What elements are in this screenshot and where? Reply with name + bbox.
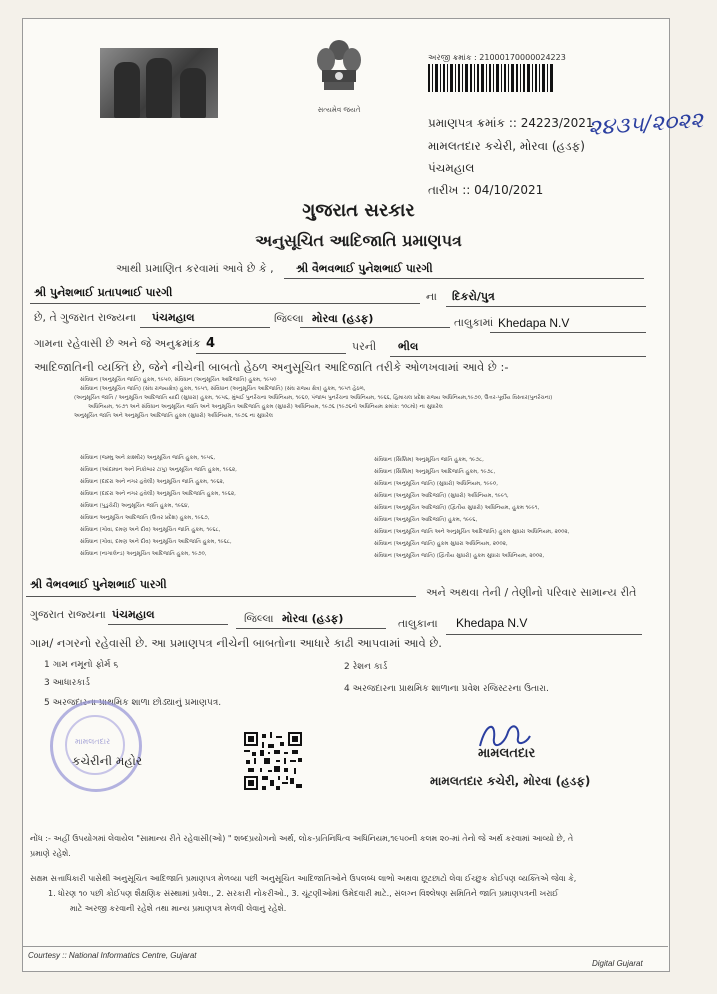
order-line: સંવિધાન અનુસૂચિત આદિજાતિ (ઉત્તર પ્રદેશ) હુકમ, ૧૯૬૭, bbox=[80, 515, 210, 521]
state-emblem-icon bbox=[310, 36, 368, 116]
order-line: સંવિધાન (ગોવા, દમણ અને દીવ) અનુસૂચિત જાતિ હુકમ, ૧૯૬૮, bbox=[80, 527, 221, 533]
order-line: સંવિધાન (સિક્કિમ) અનુસૂચિત જાતિ હુકમ, ૧૯૭૮, bbox=[374, 457, 484, 463]
district-3: પંચમહાલ bbox=[112, 608, 155, 621]
district-2: મોરવા (હડફ) bbox=[312, 312, 374, 325]
seal-ring-text: મામલતદાર bbox=[75, 737, 111, 746]
tribe-name: ભીલ bbox=[398, 340, 419, 353]
state2-prefix: ગુજરાત રાજ્યના bbox=[30, 608, 106, 621]
barcode bbox=[428, 64, 554, 92]
order-line: સંવિધાન (અનુસૂચિત જાતિ અને અનુસૂચિત આદિજાતિ) હુકમ સુધારા અધિનિયમ, ૨૦૦૨, bbox=[374, 529, 570, 535]
relation: દિકરો/પુત્ર bbox=[452, 290, 495, 303]
doc-item: 5 અરજદારના પ્રાથમિક શાળા છોડ્યાનું પ્રમાણપત્ર. bbox=[44, 698, 222, 708]
district-4: મોરવા (હડફ) bbox=[282, 612, 344, 625]
village-prefix: ગામના રહેવાસી છે અને જે અનુક્રમાંક bbox=[34, 337, 201, 350]
applicant-photo bbox=[100, 48, 218, 118]
signatory-office: મામલતદાર કચેરી, મોરવા (હડફ) bbox=[430, 774, 591, 788]
order-line: અધિનિયમ, ૧૯૭૧ અને સંવિધાન અનુસૂચિત જાતિ અને અનુસૂચિત આદિજાતિ હુકમ (સુધારો) અધિનિયમ, ૧૯૭૬ (૧૯૭૬નો અધિનિયમ ક્રમાંક: ૧૦૮મો) ના સુધારેલ bbox=[88, 404, 443, 410]
office-seal bbox=[50, 700, 142, 792]
order-line: સંવિધાન (દાદરા અને નગર હવેલી) અનુસૂચિત જાતિ હુકમ, ૧૯૬૨, bbox=[80, 479, 225, 485]
certificate-title: અનુસૂચિત આદિજાતિ પ્રમાણપત્ર bbox=[255, 231, 462, 250]
order-line: સંવિધાન (જમ્મુ અને કાશ્મીર) અનુસૂચિત જાતિ હુકમ, ૧૯૫૬, bbox=[80, 455, 216, 461]
family-text: અને અથવા તેની / તેણીનો પરિવાર સામાન્ય રીતે bbox=[426, 586, 637, 599]
order-line: સંવિધાન (સિક્કિમ) અનુસૂચિત આદિજાતિ હુકમ, ૧૯૭૮, bbox=[374, 469, 496, 475]
father-name: શ્રી પુનેશભાઈ પ્રતાપભાઈ પારગી bbox=[34, 286, 173, 299]
order-line: સંવિધાન (અનુસૂચિત જાતિ) (સુધારો) અધિનિયમ, ૧૯૯૦, bbox=[374, 481, 498, 487]
government-title: ગુજરાત સરકાર bbox=[302, 200, 415, 221]
doc-item: 2 રેશન કાર્ડ bbox=[344, 662, 388, 672]
note-1b: પ્રમાણે રહેશે. bbox=[30, 849, 71, 858]
cert-no-value: 24223/2021 bbox=[520, 116, 594, 130]
handwritten-number: ૨૪૩૫/૨૦૨૨ bbox=[587, 108, 704, 141]
date-value: 04/10/2021 bbox=[474, 183, 544, 197]
footer-courtesy: Courtesy :: National Informatics Centre, Gujarat bbox=[28, 951, 197, 960]
intro-text: આથી પ્રમાણિત કરવામાં આવે છે કે , bbox=[116, 262, 274, 275]
note-4: માટે અરજી કરવાની રહેશે તથા માન્ય પ્રમાણપત્ર મેળવી લેવાનું રહેશે. bbox=[70, 904, 287, 913]
state-prefix: છે, તે ગુજરાત રાજ્યના bbox=[34, 311, 137, 324]
order-line: સંવિધાન (અનુસૂચિત આદિજાતિ) (દ્વિતીય સુધારો) અધિનિયમ, હુકમ ૧૯૯૧, bbox=[374, 505, 540, 511]
certificate-number-row bbox=[428, 116, 594, 131]
parni-label: પરની bbox=[352, 340, 377, 353]
order-line: (અનુસૂચિત જાતિ / અનુસૂચિત આદિજાતિ યાદી (સુધારા) હુકમ, ૧૯૫૬, મુંબઈ પુનર્રચના અધિનિયમ, ૧૯૬૦, પંજાબ પુનર્રચના અધિનિયમ, ૧૯૬૬, હિમાચલ પ્રદેશ રાજ્ય અધિનિયમ,૧૯૭૦, ઉત્તર-પૂર્વીય વિસ્તાર(પુનર્રચના) bbox=[74, 395, 553, 401]
date-row bbox=[428, 183, 543, 198]
seal-label: કચેરીની મહોર bbox=[72, 754, 143, 768]
emblem-caption: સત્યમેવ જયતે bbox=[317, 106, 361, 114]
note-1: નોંધ :- અહીં ઉપયોગમાં લેવાયેલ "સામાન્ય રીતે રહેવાસી(ઓ) " શબ્દપ્રયોગનો અર્થ, લોક-પ્રતિનિધિત્વ અધિનિયમ,૧૯૫૦ની કલમ ૨૦-માં તેનો જે અર્થ કરવામાં આવ્યો છે, તે bbox=[30, 834, 574, 843]
order-line: સંવિધાન (અનુસૂચિત આદિજાતિ) હુકમ, ૧૯૯૬, bbox=[374, 517, 478, 523]
order-line: સંવિધાન (નાગાલેન્ડ) અનુસૂચિત આદિજાતિ હુકમ, ૧૯૭૦, bbox=[80, 551, 207, 557]
note-3: 1. ધોરણ ૧૦ પછી કોઈપણ શૈક્ષણિક સંસ્થામાં પ્રવેશ., 2. સરકારી નોકરીઓ., 3. ચૂંટણીઓમાં ઉમેદવારી માટે., સંલગ્ન વિશ્લેષણ સમિતિને જાતિ પ્રમાણપત્રની ખરાઈ bbox=[48, 889, 559, 898]
orders-left-column bbox=[80, 452, 237, 560]
order-line: અનુસૂચિત જાતિ અને અનુસૂચિત આદિજાતિ હુકમ (સુધારો) અધિનિયમ, ૧૯૭૬ ના સુધારેલ bbox=[74, 413, 273, 419]
signatory-title: મામલતદાર bbox=[478, 746, 536, 761]
order-line: સંવિધાન (આંદામાન અને નિકોબાર ટાપુ) અનુસૂચિત જાતિ હુકમ, ૧૯૬૨, bbox=[80, 467, 237, 473]
village-name: Khedapa N.V bbox=[498, 316, 570, 330]
person-name-2: શ્રી વૈભવભાઈ પુનેશભાઈ પારગી bbox=[30, 578, 167, 591]
na-label: ના bbox=[426, 290, 437, 303]
district-name: પંચમહાલ bbox=[428, 161, 475, 175]
doc-item: 4 અરજદારના પ્રાથમિક શાળાના પ્રવેશ રજિસ્ટરના ઉતારા. bbox=[344, 684, 549, 694]
date-label: તારીખ :: bbox=[428, 183, 471, 197]
jilla-label: જિલ્લા bbox=[274, 312, 304, 325]
doc-item: 3 આધારકાર્ડ bbox=[44, 678, 90, 688]
cert-no-label: પ્રમાણપત્ર ક્રમાંક :: bbox=[428, 116, 517, 130]
qr-code bbox=[244, 732, 302, 790]
doc-item: 1 ગામ નમૂનો ફોર્મ ૬ bbox=[44, 660, 119, 670]
resident-text: ગામ/ નગરનો રહેવાસી છે. આ પ્રમાણપત્ર નીચેની બાબતોના આધારે કાઢી આપવામાં આવે છે. bbox=[30, 636, 442, 650]
order-line: સંવિધાન (અનુસૂચિત જાતિ) (સંઘ રાજ્યક્ષેત્ર) હુકમ, ૧૯૫૧, સંવિધાન (અનુસૂચિત આદિજાતિ) (સંઘ રાજ્ય ક્ષેત્ર) હુકમ, ૧૯૫૧ હેઠળ, bbox=[80, 386, 366, 392]
taluka-label: તાલુકામાં bbox=[454, 316, 494, 329]
orders-small-list bbox=[74, 376, 553, 421]
orders-right-column bbox=[374, 454, 569, 562]
order-line: સંવિધાન (ગોવા, દમણ અને દીવ) અનુસૂચિત આદિજાતિ હુકમ, ૧૯૬૮, bbox=[80, 539, 232, 545]
order-line: સંવિધાન (અનુસૂચિત જાતિ) હુકમ, ૧૯૫૦, સંવિધાન (અનુસૂચિત આદિજાતિ) હુકમ, ૧૯૫૦ bbox=[80, 377, 277, 383]
person-name: શ્રી વૈભવભાઈ પુનેશભાઈ પારગી bbox=[296, 262, 433, 275]
office-name: મામલતદાર કચેરી, મોરવા (હડફ) bbox=[428, 139, 585, 153]
footer-brand: Digital Gujarat bbox=[592, 959, 643, 968]
order-line: સંવિધાન (અનુસૂચિત જાતિ) (દ્વિતીય સુધારો) હુકમ સુધારા અધિનિયમ, ૨૦૦૨, bbox=[374, 553, 545, 559]
application-number: અરજી ક્રમાંક : 21000170000024223 bbox=[428, 53, 566, 62]
order-line: સંવિધાન (અનુસૂચિત જાતિ) હુકમ સુધારા અધિનિયમ, ૨૦૦૨, bbox=[374, 541, 508, 547]
tribe-sentence: આદિજાતિની વ્યક્તિ છે, જેને નીચેની બાબતો હેઠળ અનુસૂચિત આદિજાતિ તરીકે ઓળખવામાં આવે છે :- bbox=[34, 360, 509, 374]
note-2: સક્ષમ સત્તાધિકારી પાસેથી અનુસૂચિત આદિજાતિ પ્રમાણપત્ર મેળવ્યા પછી અનુસૂચિત આદિજાતિઓને ઉપલબ્ધ લાભો અથવા છૂટછાટો લેવા ઈચ્છુક કોઈપણ વ્યક્તિએ જેવા કે, bbox=[30, 874, 577, 883]
order-line: સંવિધાન (દાદરા અને નગર હવેલી) અનુસૂચિત આદિજાતિ હુકમ, ૧૯૬૨, bbox=[80, 491, 236, 497]
jilla2-label: જિલ્લા bbox=[244, 612, 274, 625]
serial-number: 4 bbox=[206, 336, 216, 351]
order-line: સંવિધાન (પુડુચેરી) અનુસૂચિત જાતિ હુકમ, ૧૯૬૪, bbox=[80, 503, 190, 509]
order-line: સંવિધાન (અનુસૂચિત આદિજાતિ) (સુધારો) અધિનિયમ, ૧૯૯૧, bbox=[374, 493, 509, 499]
village-name-2: Khedapa N.V bbox=[456, 616, 528, 630]
taluka2-label: તાલુકાના bbox=[398, 617, 438, 630]
district-1: પંચમહાલ bbox=[152, 311, 195, 324]
